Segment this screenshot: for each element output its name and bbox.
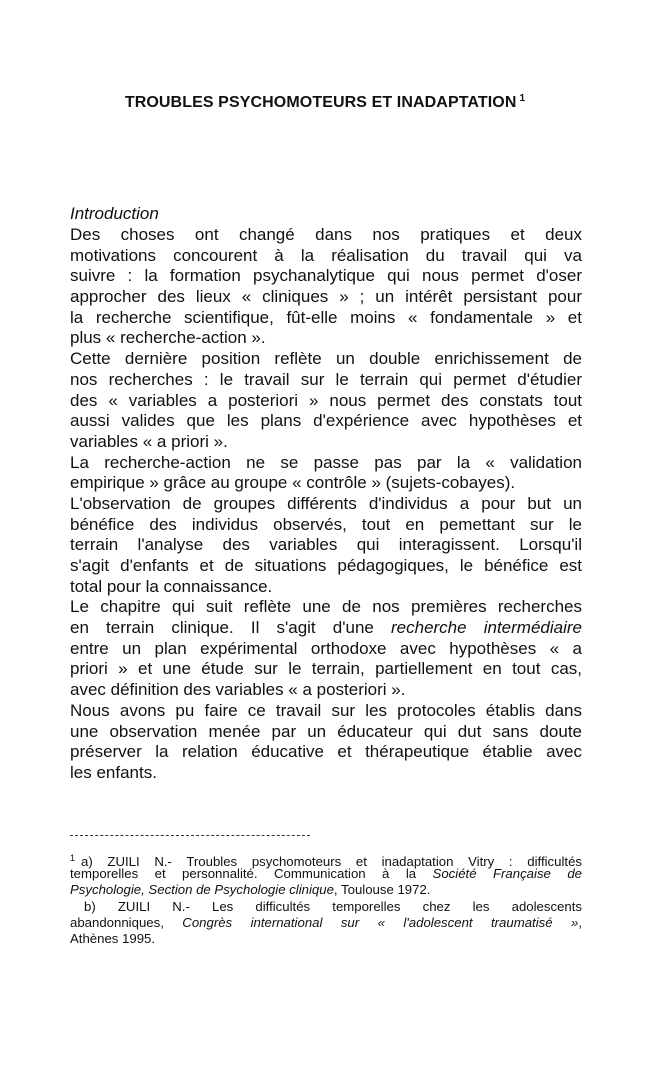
footnote-ref: 1	[519, 93, 526, 104]
text: abandonniques,	[70, 914, 183, 930]
paragraph-1-line: Des choses ont changé dans nos pratiques et deux	[70, 225, 582, 244]
paragraph-1-line: la recherche scientifique, fût-elle moins « fondamentale » et	[70, 307, 582, 327]
footnote-line	[70, 882, 582, 898]
footnote-line	[70, 931, 582, 947]
footnote-divider	[70, 835, 310, 836]
paragraph-2-line: nos recherches : le travail sur le terrain qui permet d'étudier	[70, 369, 582, 389]
text: a) ZUILI N.- Troubles psychomoteurs et inadaptation Vitry : difficultés	[81, 854, 582, 869]
italic-text: Société Française de	[432, 866, 582, 882]
text: , Toulouse 1972.	[333, 882, 431, 898]
paragraph-1-line: approcher des lieux « cliniques » ; un intérêt persistant pour	[70, 287, 582, 307]
footnote-line	[70, 915, 582, 931]
body-text	[70, 225, 582, 784]
paragraph-4-line: L'observation de groupes différents d'individus a pour but un	[70, 493, 582, 513]
page-title	[0, 93, 650, 112]
paragraph-4-line: s'agit d'enfants et de situations pédagogiques, le bénéfice est	[70, 556, 582, 575]
italic-text: Psychologie, Section de Psychologie clinique	[70, 882, 334, 898]
paragraph-3-line: La recherche-action ne se passe pas par la « validation	[70, 452, 582, 472]
title-text: TROUBLES PSYCHOMOTEURS ET INADAPTATION	[124, 94, 517, 111]
paragraph-4-line: terrain l'analyse des variables qui interagissent. Lorsqu'il	[70, 535, 582, 555]
paragraph-1-line: suivre : la formation psychanalytique qui nous permet d'oser	[70, 266, 582, 286]
italic-text: recherche intermédiaire	[391, 618, 582, 638]
footnote-line	[70, 850, 582, 869]
paragraph-6-line: les enfants.	[70, 762, 157, 782]
paragraph-5-line	[70, 618, 582, 639]
footnote-marker: 1	[70, 853, 76, 863]
paragraph-5-line: priori » et une étude sur le terrain, partiellement en tout cas,	[70, 659, 582, 679]
paragraph-5-line: avec définition des variables « a posteriori ».	[70, 680, 406, 700]
text: temporelles et personnalité. Communication à la	[70, 866, 433, 882]
paragraph-3-line: empirique » grâce au groupe « contrôle » (sujets-cobayes).	[70, 473, 516, 493]
paragraph-5-line: entre un plan expérimental orthodoxe avec hypothèses « a	[70, 638, 582, 658]
paragraph-2-line: aussi valides que les plans d'expérience avec hypothèses et	[70, 411, 582, 431]
text: Athènes 1995.	[70, 930, 156, 946]
paragraph-2-line: des « variables a posteriori » nous permet des constats tout	[70, 390, 582, 410]
footnote-line	[70, 899, 582, 915]
paragraph-1-line: motivations concourent à la réalisation du travail qui va	[70, 245, 582, 265]
text: ,	[578, 914, 583, 930]
section-heading: Introduction	[70, 204, 159, 223]
paragraph-6-line: une observation menée par un éducateur qui dut sans doute	[70, 721, 582, 741]
italic-text: Congrès international sur « l'adolescent traumatisé »	[182, 914, 579, 930]
paragraph-4-line: bénéfice des individus observés, tout en pemettant sur le	[70, 514, 582, 534]
paragraph-2-line: variables « a priori ».	[70, 431, 228, 451]
paragraph-6-line: préserver la relation éducative et thérapeutique établie avec	[70, 742, 582, 762]
paragraph-1-line: plus « recherche-action ».	[70, 328, 266, 348]
text: b) ZUILI N.- Les difficultés temporelles chez les adolescents	[84, 898, 582, 914]
paragraph-4-line: total pour la connaissance.	[70, 576, 273, 596]
paragraph-5-line: Le chapitre qui suit reflète une de nos premières recherches	[70, 597, 582, 617]
paragraph-2-line: Cette dernière position reflète un double enrichissement de	[70, 349, 582, 369]
text: en terrain clinique. Il s'agit d'une	[70, 618, 391, 638]
footnote	[70, 850, 582, 947]
footnote-line	[70, 866, 582, 882]
paragraph-6-line: Nous avons pu faire ce travail sur les protocoles établis dans	[70, 700, 582, 720]
